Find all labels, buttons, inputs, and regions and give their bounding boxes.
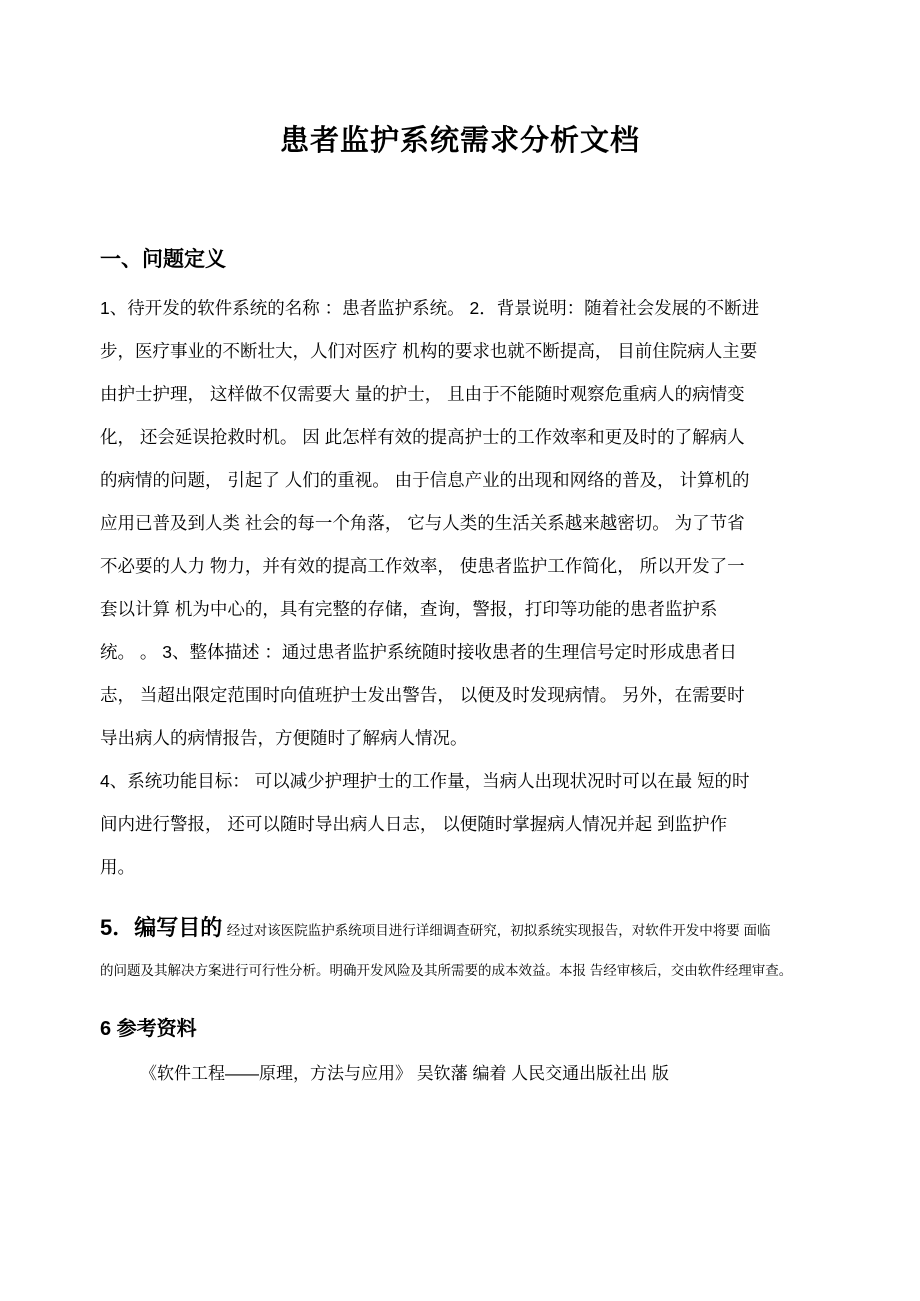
paragraph-line: 导出病人的病情报告，方便随时了解病人情况。: [100, 728, 468, 748]
paragraph-system-goals: [100, 760, 820, 889]
section-writing-purpose: [100, 911, 820, 986]
paragraph-line: 的病情的问题， 引起了 人们的重视。 由于信息产业的出现和网络的普及， 计算机的: [100, 470, 750, 490]
paragraph-line: 由护士护理， 这样做不仅需要大 量的护士， 且由于不能随时观察危重病人的病情变: [100, 384, 745, 404]
paragraph-line: 不必要的人力 物力，并有效的提高工作效率， 使患者监护工作简化， 所以开发了一: [100, 556, 745, 576]
paragraph-line: 化， 还会延误抢救时机。 因 此怎样有效的提高护士的工作效率和更及时的了解病人: [100, 427, 745, 447]
paragraph-line: 间内进行警报， 还可以随时导出病人日志， 以便随时掌握病人情况并起 到监护作: [100, 814, 728, 834]
paragraph-line: 步，医疗事业的不断壮大，人们对医疗 机构的要求也就不断提高， 目前住院病人主要: [100, 341, 758, 361]
document-title: 患者监护系统需求分析文档: [279, 125, 640, 157]
section-heading-references: 6 参考资料: [100, 1018, 197, 1040]
paragraph-line: 志， 当超出限定范围时向值班护士发出警告， 以便及时发现病情。 另外，在需要时: [100, 685, 745, 705]
paragraph-line: 统。 。 3、整体描述 ：通过患者监护系统随时接收患者的生理信号定时形成患者日: [100, 642, 737, 662]
paragraph-line: 应用已普及到人类 社会的每一个角落， 它与人类的生活关系越来越密切。 为了节省: [100, 513, 745, 533]
paragraph-line: 4、系统功能目标： 可以减少护理护士的工作量，当病人出现状况时可以在最 短的时: [100, 771, 750, 791]
section-heading-problem-definition: 一、问题定义: [100, 248, 226, 271]
writing-purpose-text-line1: 经过对该医院监护系统项目进行详细调查研究，初拟系统实现报告，对软件开发中将要 面临: [226, 923, 771, 938]
paragraph-line: 套以计算 机为中心的，具有完整的存储，查询，警报，打印等功能的患者监护系: [100, 599, 718, 619]
paragraph-line: 用。: [100, 857, 135, 877]
reference-entry: 《软件工程——原理，方法与应用》 吴钦藩 编着 人民交通出版社出 版: [140, 1064, 669, 1083]
paragraph-problem-definition: [100, 287, 820, 760]
section-heading-writing-purpose: 5．编写目的: [100, 915, 223, 940]
paragraph-line: 1、待开发的软件系统的名称 ：患者监护系统。 2．背景说明：随着社会发展的不断进: [100, 298, 760, 318]
writing-purpose-text-line2: 的问题及其解决方案进行可行性分析。明确开发风险及其所需要的成本效益。本报 告经审核后，交由软件经理审查。: [100, 963, 793, 978]
